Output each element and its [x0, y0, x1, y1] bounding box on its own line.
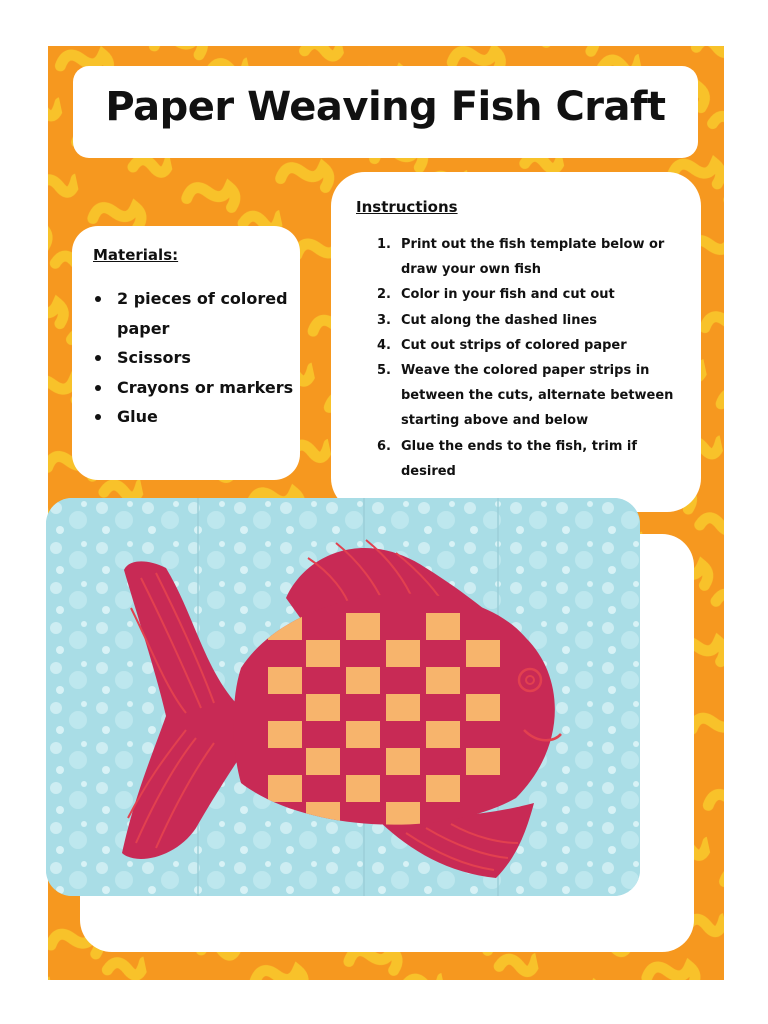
- step-text: Glue the ends to the fish, trim if desired: [401, 438, 638, 479]
- list-item: [357, 282, 677, 307]
- list-item: [357, 358, 677, 434]
- step-number: 1.: [377, 237, 391, 252]
- instructions-card: [331, 172, 701, 512]
- step-text: Cut out strips of colored paper: [401, 337, 627, 353]
- step-number: 2.: [377, 287, 391, 303]
- fish-photo: [46, 498, 640, 896]
- list-item: [357, 232, 677, 282]
- title-card: [73, 66, 698, 158]
- step-text: Print out the fish template below or draw your own fish: [401, 237, 665, 278]
- step-number: 3.: [377, 312, 391, 328]
- step-number: 4.: [377, 337, 391, 353]
- list-item: [357, 434, 677, 484]
- list-item: [357, 333, 677, 358]
- list-item: Scissors: [92, 343, 297, 373]
- materials-list: [92, 284, 297, 432]
- list-item: Crayons or markers: [92, 373, 297, 403]
- step-number: 6.: [377, 438, 391, 454]
- step-text: Weave the colored paper strips in between the cuts, alternate between starting above and below: [401, 363, 674, 429]
- list-item: 2 pieces of colored paper: [92, 284, 297, 343]
- step-text: Color in your fish and cut out: [401, 287, 615, 303]
- fish-illustration: [46, 498, 640, 896]
- step-number: 5.: [377, 363, 391, 379]
- list-item: [357, 308, 677, 333]
- list-item: Glue: [92, 402, 297, 432]
- instructions-list: [357, 232, 677, 484]
- step-text: Cut along the dashed lines: [401, 312, 598, 328]
- materials-heading: Materials:: [93, 246, 179, 264]
- instructions-heading: Instructions: [356, 198, 458, 216]
- page-title: Paper Weaving Fish Craft: [105, 84, 666, 130]
- materials-card: [72, 226, 300, 480]
